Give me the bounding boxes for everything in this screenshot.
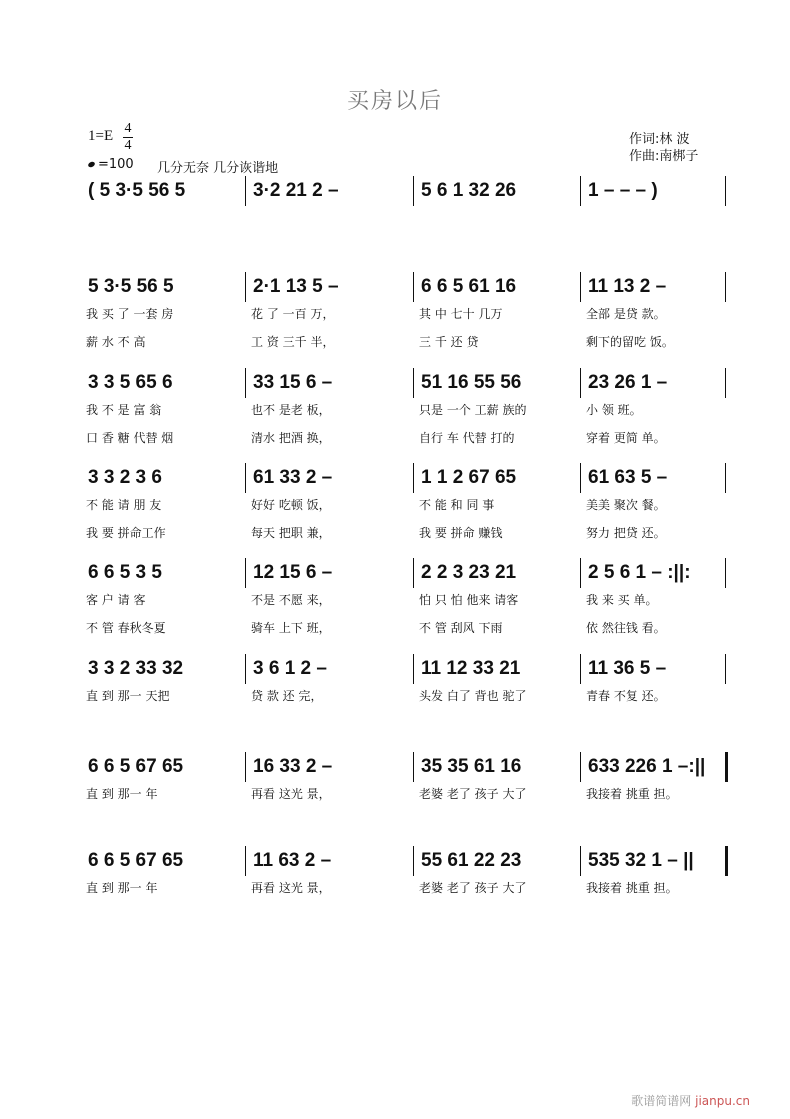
barline [725,368,726,398]
barline [725,176,726,206]
measure-notes: 11 63 2 – [253,850,332,871]
composer-credit: 作曲:南梆子 [629,149,699,164]
lyric-text: 我 买 了 一套 房 [86,307,174,321]
barline [580,463,581,493]
barline [725,463,726,493]
measure-notes: 2·1 13 5 – [253,276,339,297]
measure-notes: 11 13 2 – [588,276,667,297]
measure-notes: 3 6 1 2 – [253,658,327,679]
measure-notes: 33 15 6 – [253,372,333,393]
measure-notes: ( 5 3·5 56 5 [88,180,186,201]
lyric-text: 头发 白了 背也 驼了 [419,689,527,703]
key-signature: 1=E [88,128,114,144]
barline [245,463,246,493]
measure-notes: 633 226 1 –:|| [588,756,706,777]
lyric-text: 我接着 挑重 担。 [586,787,678,801]
barline [580,558,581,588]
barline [413,752,414,782]
lyric-text: 努力 把贷 还。 [586,526,666,540]
barline [245,752,246,782]
measure-notes: 5 3·5 56 5 [88,276,174,297]
lyric-text: 也不 是老 板， [251,403,331,417]
measure-notes: 55 61 22 23 [421,850,522,871]
lyric-text: 清水 把酒 换， [251,431,331,445]
measure-notes: 3 3 5 65 6 [88,372,173,393]
barline [580,368,581,398]
song-title: 买房以后 [346,89,443,114]
expression-mark: 几分无奈 几分诙谐地 [157,161,279,176]
measure-notes: 51 16 55 56 [421,372,522,393]
measure-notes: 23 26 1 – [588,372,668,393]
lyric-text: 骑车 上下 班， [251,621,331,635]
measure-notes: 3·2 21 2 – [253,180,339,201]
barline [580,752,581,782]
measure-notes: 11 36 5 – [588,658,667,679]
measure-notes: 6 6 5 67 65 [88,850,184,871]
lyric-text: 好好 吃顿 饭， [251,498,331,512]
barline [725,558,726,588]
lyric-text: 小 领 班。 [586,403,642,417]
barline [245,558,246,588]
lyric-text: 只是 一个 工薪 族的 [419,403,527,417]
barline [413,846,414,876]
barline [725,752,728,782]
measure-notes: 535 32 1 – || [588,850,694,871]
measure-notes: 6 6 5 61 16 [421,276,517,297]
lyric-text: 每天 把职 兼， [251,526,331,540]
measure-notes: 61 63 5 – [588,467,668,488]
lyric-text: 三 千 还 贷 [419,335,479,349]
barline [725,654,726,684]
barline [580,176,581,206]
lyric-text: 老婆 老了 孩子 大了 [419,787,527,801]
barline [580,654,581,684]
lyric-text: 美美 聚次 餐。 [586,498,666,512]
lyric-text: 老婆 老了 孩子 大了 [419,881,527,895]
lyric-text: 依 然往钱 看。 [586,621,666,635]
lyric-text: 口 香 糖 代替 烟 [86,431,174,445]
barline [413,558,414,588]
lyric-text: 不 能 请 朋 友 [86,498,162,512]
barline [245,272,246,302]
measure-notes: 2 5 6 1 – :||: [588,562,691,583]
barline [413,463,414,493]
measure-notes: 5 6 1 32 26 [421,180,517,201]
lyric-text: 穿着 更简 单。 [586,431,666,445]
lyric-text: 我 不 是 富 翁 [86,403,162,417]
barline [413,654,414,684]
lyric-text: 直 到 那一 年 [86,881,158,895]
lyric-text: 剩下的留吃 饭。 [586,335,674,349]
watermark: 歌谱简谱网 jianpu.cn [631,1094,750,1108]
lyric-text: 再看 这光 景， [251,787,331,801]
measure-notes: 3 3 2 33 32 [88,658,184,679]
barline [245,654,246,684]
lyric-text: 全部 是贷 款。 [586,307,666,321]
tempo-mark: =100 [88,157,134,172]
lyric-text: 我 来 买 单。 [586,593,658,607]
barline [413,272,414,302]
lyricist-credit: 作词:林 波 [629,132,690,147]
measure-notes: 61 33 2 – [253,467,333,488]
quarter-note-icon [87,161,95,168]
barline [245,368,246,398]
barline [413,176,414,206]
measure-notes: 16 33 2 – [253,756,333,777]
lyric-text: 青春 不复 还。 [586,689,666,703]
lyric-text: 贷 款 还 完， [251,689,323,703]
lyric-text: 我 要 拼命 赚钱 [419,526,503,540]
measure-notes: 1 – – – ) [588,180,658,201]
lyric-text: 不 管 刮风 下雨 [419,621,503,635]
measure-notes: 2 2 3 23 21 [421,562,517,583]
lyric-text: 不 管 春秋冬夏 [86,621,166,635]
lyric-text: 不 能 和 同 事 [419,498,495,512]
time-signature: 4 4 [124,121,132,153]
lyric-text: 我 要 拼命工作 [86,526,166,540]
barline [413,368,414,398]
measure-notes: 11 12 33 21 [421,658,521,679]
lyric-text: 怕 只 怕 他来 请客 [419,593,519,607]
measure-notes: 6 6 5 3 5 [88,562,162,583]
barline [725,272,726,302]
lyric-text: 其 中 七十 几万 [419,307,503,321]
lyric-text: 客 户 请 客 [86,593,146,607]
measure-notes: 1 1 2 67 65 [421,467,517,488]
lyric-text: 再看 这光 景， [251,881,331,895]
lyric-text: 薪 水 不 高 [86,335,146,349]
barline [245,846,246,876]
lyric-text: 不是 不愿 来， [251,593,331,607]
measure-notes: 35 35 61 16 [421,756,522,777]
measure-notes: 12 15 6 – [253,562,333,583]
lyric-text: 自行 车 代替 打的 [419,431,515,445]
measure-notes: 3 3 2 3 6 [88,467,162,488]
lyric-text: 直 到 那一 天把 [86,689,170,703]
barline [580,272,581,302]
lyric-text: 工 资 三千 半， [251,335,335,349]
lyric-text: 直 到 那一 年 [86,787,158,801]
barline [725,846,728,876]
lyric-text: 花 了 一百 万， [251,307,335,321]
lyric-text: 我接着 挑重 担。 [586,881,678,895]
barline [245,176,246,206]
barline [580,846,581,876]
measure-notes: 6 6 5 67 65 [88,756,184,777]
